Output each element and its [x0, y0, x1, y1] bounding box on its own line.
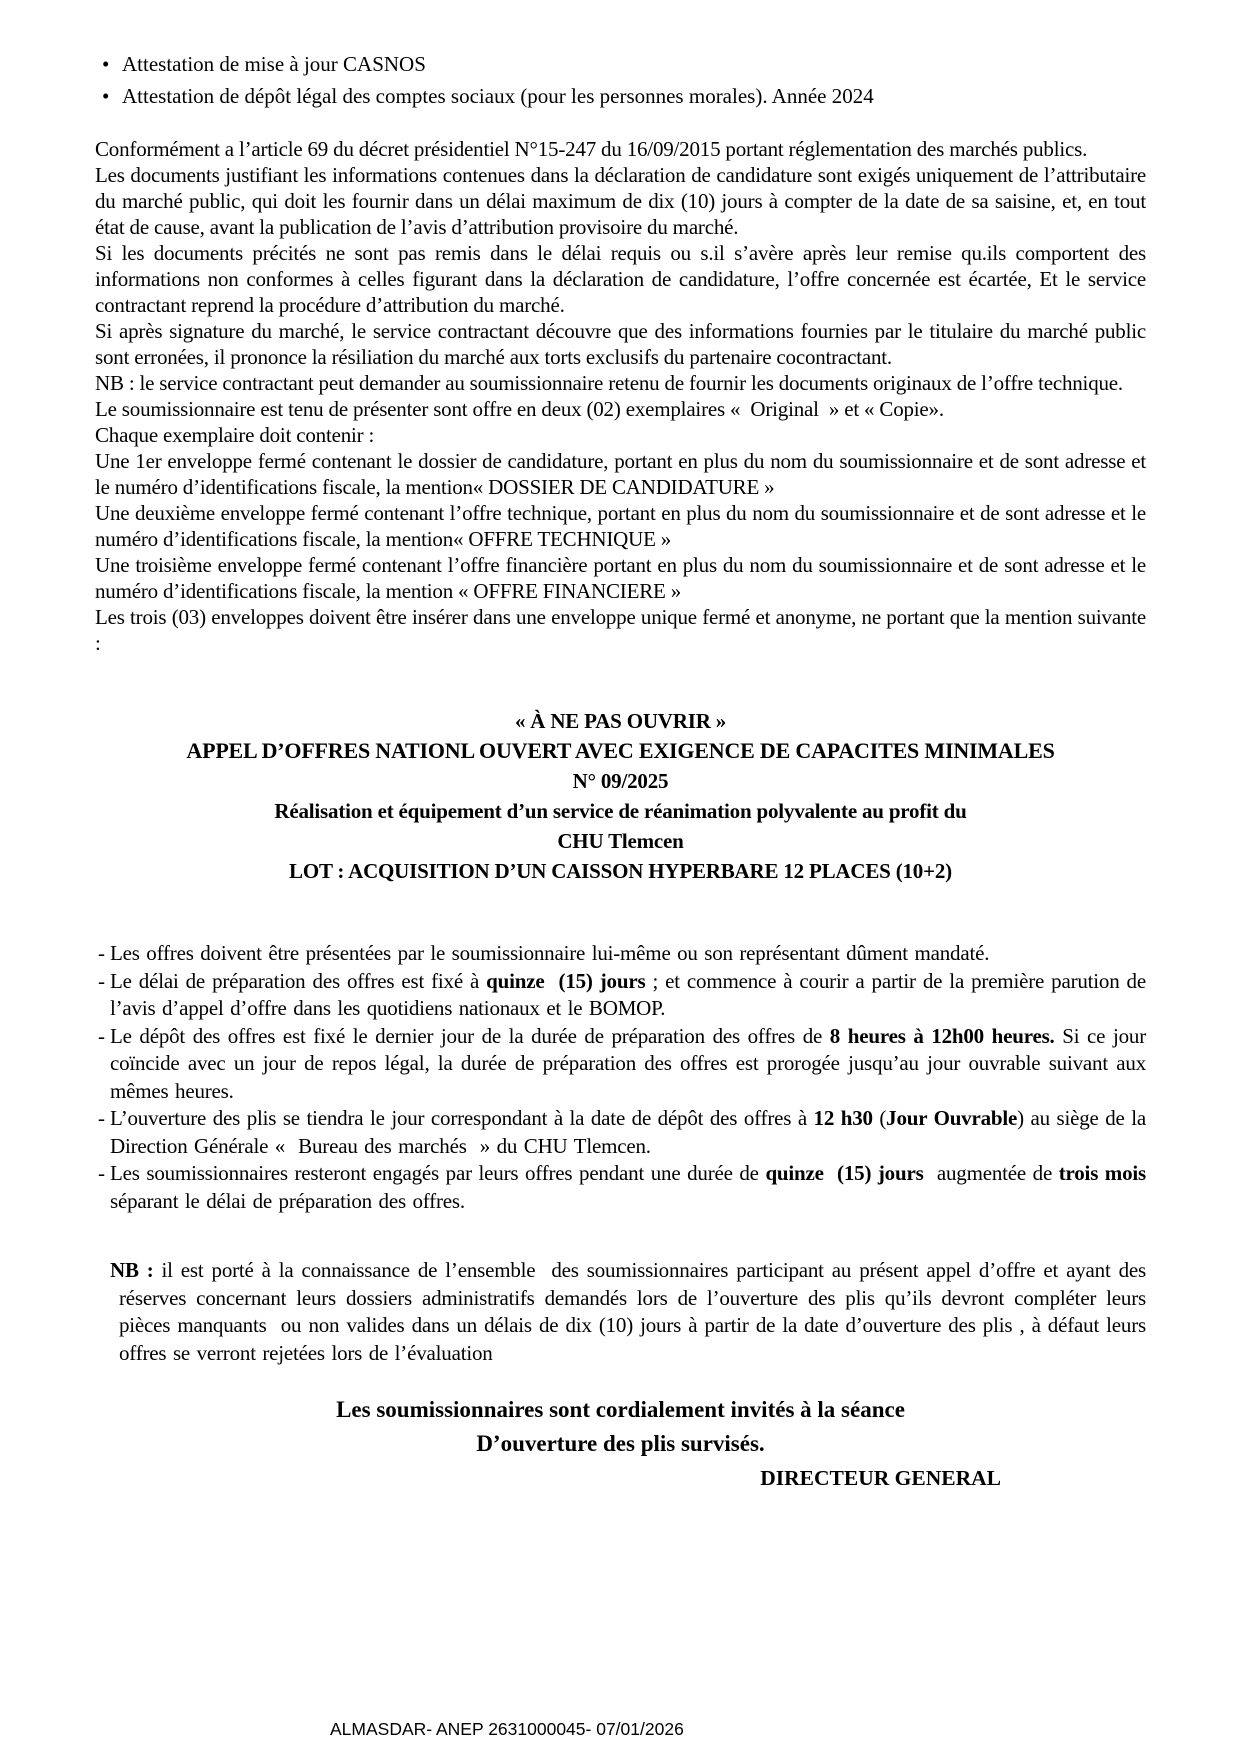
text-run: Le dépôt des offres est fixé le dernier jour de la durée de préparation des offres de: [110, 1023, 830, 1048]
text-run: Le délai de préparation des offres est fixé à: [110, 968, 487, 993]
heading-numero: N° 09/2025: [572, 769, 669, 793]
bold-text-run: quinze (15) jours: [765, 1161, 924, 1185]
heading-do-not-open: « À NE PAS OUVRIR »: [514, 709, 727, 733]
paragraph: Une 1er enveloppe fermé contenant le dossier de candidature, portant en plus du nom du soumissionnaire et de sont adresse et le numéro d’identifications fiscale, la mention« DOSSIER DE CANDIDATURE »: [95, 449, 1146, 499]
heading-projet-line2: CHU Tlemcen: [557, 829, 684, 853]
invitation-line: Les soumissionnaires sont cordialement invités à la séance: [336, 1397, 905, 1422]
paragraph: Si les documents précités ne sont pas remis dans le délai requis ou s.il s’avère après leur remise qu.ils comportent des informations non conformes à celles figurant dans la déclaration de candidature, l’offre concernée est écartée, Et le service contractant reprend la procédure d’attribution du marché.: [95, 241, 1146, 317]
bold-text-run: NB :: [110, 1258, 162, 1282]
text-run: ; et commence à courir a partir de la première parution de l’avis d’appel d’offre dans les quotidiens nationaux et le BOMOP.: [110, 968, 1146, 1020]
paragraph: Les trois (03) enveloppes doivent être insérer dans une enveloppe unique fermé et anonyme, ne portant que la mention suivante :: [95, 605, 1146, 655]
body-paragraphs: [95, 136, 1146, 656]
paragraph: Conformément a l’article 69 du décret présidentiel N°15-247 du 16/09/2015 portant réglementation des marchés publics.: [95, 137, 1088, 161]
text-run: Si ce jour coïncide avec un jour de repos légal, la durée de préparation des offres est prorogée jusqu’au jour ouvrable suivant aux mêmes heures.: [110, 1023, 1146, 1103]
paragraph: Une deuxième enveloppe fermé contenant l’offre technique, portant en plus du nom du soumissionnaire et de sont adresse et le numéro d’identifications fiscale, la mention« OFFRE TECHNIQUE »: [95, 501, 1146, 551]
text-run: séparant le délai de préparation des offres.: [110, 1188, 465, 1213]
paragraph: NB : le service contractant peut demander au soumissionnaire retenu de fournir les documents originaux de l’offre technique.: [95, 371, 1123, 395]
list-item: [95, 968, 1146, 1023]
heading-appel-offres: APPEL D’OFFRES NATIONL OUVERT AVEC EXIGENCE DE CAPACITES MINIMALES: [186, 738, 1055, 763]
text-run: L’ouverture des plis se tiendra le jour correspondant à la date de dépôt des offres à: [110, 1106, 814, 1130]
list-item: [95, 1023, 1146, 1106]
footer-credit: ALMASDAR- ANEP 2631000045- 07/01/2026: [330, 1719, 684, 1739]
list-item: [95, 1105, 1146, 1160]
conditions-list: [95, 940, 1146, 1215]
list-item: • Attestation de dépôt légal des comptes sociaux (pour les personnes morales). Année 2024: [95, 80, 1146, 112]
bold-text-run: quinze (15) jours: [486, 968, 646, 993]
invitation-line: D’ouverture des plis survisés.: [476, 1431, 765, 1456]
bold-text-run: 12 h30: [813, 1106, 873, 1130]
list-item: • Attestation de mise à jour CASNOS: [95, 48, 1146, 80]
text-run: augmentée de: [923, 1161, 1059, 1185]
text-run: ) au siège de la Direction Générale « Bureau des marchés » du CHU Tlemcen.: [110, 1106, 1146, 1158]
paragraph: Si après signature du marché, le service contractant découvre que des informations fournies par le titulaire du marché public sont erronées, il prononce la résiliation du marché aux torts exclusifs du partenaire cocontractant.: [95, 319, 1146, 369]
paragraph: Chaque exemplaire doit contenir :: [95, 423, 375, 447]
bold-text-run: trois mois: [1058, 1161, 1147, 1185]
text-run: Les soumissionnaires resteront engagés par leurs offres pendant une durée de: [110, 1161, 766, 1185]
notice-headings: [95, 706, 1146, 886]
heading-projet-line1: Réalisation et équipement d’un service de réanimation polyvalente au profit du: [274, 799, 967, 823]
text-run: il est porté à la connaissance de l’ensemble des soumissionnaires participant au présent appel d’offre et ayant des réserves concernant leurs dossiers administratifs demandés lors de l’ouverture des plis qu’ils devront compléter leurs pièces manquants ou non valides dans un délais de dix (10) jours à partir de la date d’ouverture des plis , à défaut leurs offres se verront rejetées lors de l’évaluation: [119, 1258, 1146, 1365]
nb-note: [110, 1257, 1146, 1367]
text-run: Les offres doivent être présentées par le soumissionnaire lui-même ou son représentant dûment mandaté.: [110, 941, 990, 965]
paragraph: Le soumissionnaire est tenu de présenter sont offre en deux (02) exemplaires « Original » et « Copie».: [95, 397, 944, 421]
bullet-list: [95, 48, 1146, 112]
invitation-text: [95, 1393, 1146, 1461]
text-run: (: [872, 1106, 887, 1130]
list-item: [95, 940, 1146, 968]
heading-lot: LOT : ACQUISITION D’UN CAISSON HYPERBARE 12 PLACES (10+2): [289, 859, 952, 883]
paragraph: Les documents justifiant les informations contenues dans la déclaration de candidature sont exigés uniquement de l’attributaire du marché public, qui doit les fournir dans un délai maximum de dix (10) jours à compter de la date de sa saisine, et, en tout état de cause, avant la publication de l’avis d’attribution provisoire du marché.: [95, 163, 1146, 239]
bold-text-run: Jour Ouvrable: [886, 1106, 1018, 1130]
paragraph: Une troisième enveloppe fermé contenant l’offre financière portant en plus du nom du soumissionnaire et de sont adresse et le numéro d’identifications fiscale, la mention « OFFRE FINANCIERE »: [95, 553, 1146, 603]
list-item: [95, 1160, 1146, 1215]
signature-title: DIRECTEUR GENERAL: [760, 1466, 1001, 1490]
bold-text-run: 8 heures à 12h00 heures.: [829, 1023, 1055, 1048]
